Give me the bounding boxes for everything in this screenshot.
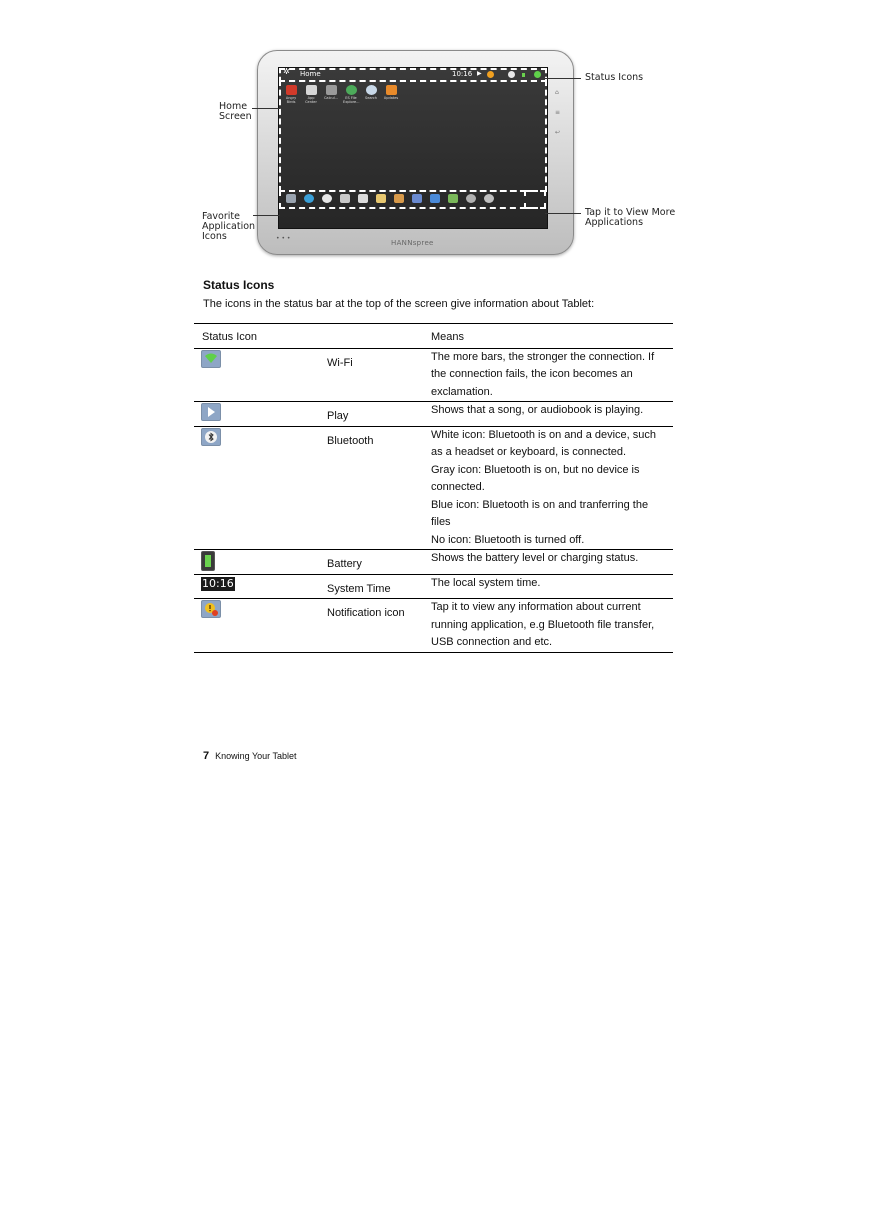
icon-cell	[194, 599, 319, 653]
table-row	[194, 599, 673, 653]
status-wifi-icon	[534, 71, 541, 78]
table-row	[194, 550, 673, 575]
icon-meaning	[423, 348, 673, 402]
favorites-leader	[253, 215, 280, 216]
home-button-icon: ⌂	[555, 89, 559, 96]
speaker-dots: • • •	[276, 235, 291, 242]
favorite-book-icon	[394, 194, 404, 203]
back-button-icon: ↩	[555, 129, 561, 136]
status-battery-icon	[522, 73, 525, 77]
all-apps-highlight	[524, 190, 546, 209]
icon-meaning	[423, 599, 673, 653]
icon-name: Play	[319, 402, 423, 427]
menu-button-icon: ≡	[555, 109, 561, 116]
notification-icon	[201, 600, 221, 618]
status-bluetooth-icon	[508, 71, 515, 78]
more-apps-leader	[545, 213, 581, 214]
meaning-line: Blue icon: Bluetooth is on and tranferring the files	[431, 498, 649, 528]
icon-cell	[194, 402, 319, 427]
angry-birds-icon	[286, 85, 297, 95]
meaning-line: The local system time.	[431, 576, 541, 589]
table-header-row	[194, 324, 673, 349]
favorite-browser-icon	[304, 194, 314, 203]
icon-meaning	[423, 426, 673, 550]
app-label: App Center	[305, 96, 317, 104]
app-label: Angry Birds	[285, 96, 297, 104]
meaning-line: No icon: Bluetooth is turned off.	[431, 533, 585, 546]
status-time: 10:16	[452, 70, 473, 78]
icon-name: System Time	[319, 574, 423, 599]
favorite-email-icon	[340, 194, 350, 203]
icon-meaning	[423, 402, 673, 427]
favorite-market-icon	[448, 194, 458, 203]
header-means: Means	[423, 324, 673, 349]
tablet-screen	[278, 67, 548, 229]
meaning-line: Shows that a song, or audiobook is playing.	[431, 404, 644, 416]
icon-name: Notification icon	[319, 599, 423, 653]
icon-name: Battery	[319, 550, 423, 575]
calculator-icon	[326, 85, 337, 95]
status-notification-icon	[487, 71, 494, 78]
intro-text: The icons in the status bar at the top of the screen give information about Tablet:	[203, 298, 595, 310]
home-screen-callout: Home Screen	[219, 101, 252, 122]
tablet-figure	[200, 45, 676, 260]
favorite-mail-icon	[286, 194, 296, 203]
page-footer	[203, 750, 297, 762]
status-icons-callout: Status Icons	[585, 72, 644, 83]
favorite-gallery-icon	[466, 194, 476, 203]
table-row	[194, 574, 673, 599]
icon-cell	[194, 550, 319, 575]
meaning-line: Gray icon: Bluetooth is on, but no device is connected.	[431, 463, 640, 493]
app-label: Search	[364, 96, 378, 100]
status-play-icon: ▶	[477, 70, 482, 77]
icon-cell	[194, 574, 319, 599]
section-heading: Status Icons	[203, 278, 275, 292]
icon-cell	[194, 426, 319, 550]
page-number: 7	[203, 750, 210, 762]
play-icon	[201, 403, 221, 421]
status-home-label: Home	[300, 70, 321, 78]
header-status-icon: Status Icon	[194, 324, 423, 349]
icon-name: Wi-Fi	[319, 348, 423, 402]
app-label: Calcul...	[323, 96, 338, 100]
table-row	[194, 402, 673, 427]
brand-logo: HANNspree	[391, 239, 434, 247]
status-icons-table	[194, 323, 673, 653]
icon-meaning	[423, 574, 673, 599]
status-icons-leader	[545, 78, 581, 79]
bluetooth-icon	[201, 428, 221, 446]
wifi-icon	[201, 350, 221, 368]
app-center-icon	[306, 85, 317, 95]
favorite-music-icon	[430, 194, 440, 203]
icon-cell	[194, 348, 319, 402]
updates-icon	[386, 85, 397, 95]
meaning-line: Tap it to view any information about current running application, e.g Bluetooth file transfer, USB connection and etc.	[431, 601, 655, 648]
favorites-callout: Favorite Application Icons	[202, 211, 256, 242]
favorite-camera-icon	[412, 194, 422, 203]
table-row	[194, 426, 673, 550]
footer-section: Knowing Your Tablet	[215, 751, 297, 761]
es-file-explorer-icon	[346, 85, 357, 95]
app-label: Updates	[383, 96, 399, 100]
search-icon	[366, 85, 377, 95]
favorite-settings-icon	[484, 194, 494, 203]
favorite-notes-icon	[376, 194, 386, 203]
time-icon: 10:16	[202, 576, 234, 590]
table-row	[194, 348, 673, 402]
settings-gear-icon: ✲	[283, 67, 290, 76]
favorite-clock-icon	[322, 194, 332, 203]
meaning-line: Shows the battery level or charging status.	[431, 552, 639, 564]
app-label: ES File Explore...	[343, 96, 360, 104]
icon-name: Bluetooth	[319, 426, 423, 550]
battery-icon	[201, 551, 215, 571]
meaning-line: White icon: Bluetooth is on and a device, such as a headset or keyboard, is connected.	[431, 428, 657, 458]
home-screen-highlight	[279, 80, 547, 192]
favorite-home-icon	[358, 194, 368, 203]
meaning-line: The more bars, the stronger the connection. If the connection fails, the icon becomes an exclamation.	[431, 350, 655, 398]
more-apps-callout: Tap it to View More Applications	[585, 207, 676, 228]
home-screen-leader	[252, 108, 280, 109]
icon-meaning	[423, 550, 673, 575]
